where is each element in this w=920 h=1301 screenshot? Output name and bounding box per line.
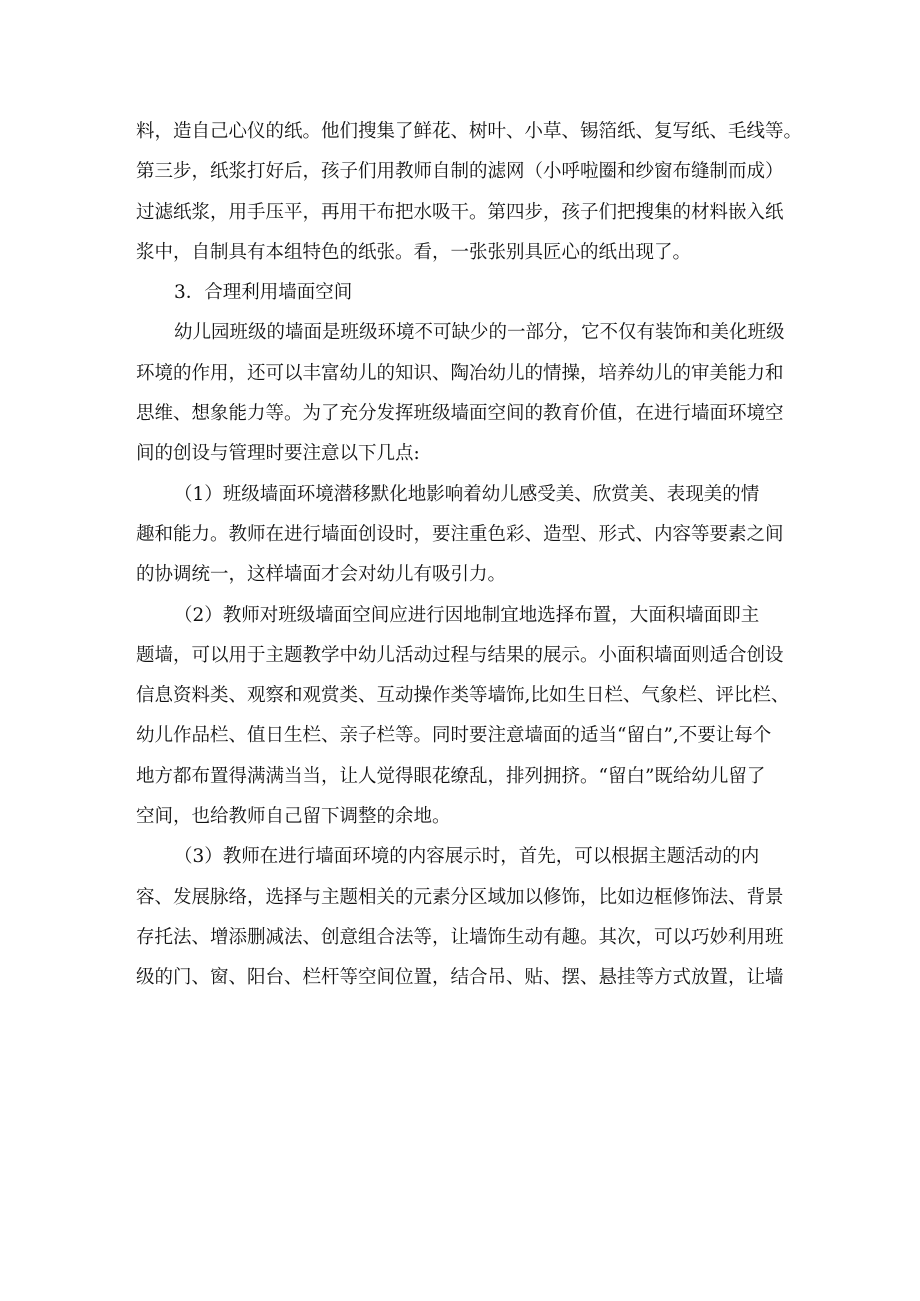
list-item-start: （2）教师对班级墙面空间应进行因地制宜地选择布置，大面积墙面即主 — [174, 604, 760, 626]
section-heading: 3．合理利用墙面空间 — [174, 282, 353, 304]
text-line: 级的门、窗、阳台、栏杆等空间位置，结合吊、贴、摆、悬挂等方式放置，让墙 — [136, 967, 784, 989]
text-line: 地方都布置得满满当当，让人觉得眼花缭乱，排列拥挤。“留白”既给幼儿留了 — [136, 765, 766, 787]
text-line: 容、发展脉络，选择与主题相关的元素分区域加以修饰，比如边框修饰法、背景 — [136, 886, 784, 908]
list-item-start: （3）教师在进行墙面环境的内容展示时，首先，可以根据主题活动的内 — [174, 846, 760, 868]
text-line: 间的创设与管理时要注意以下几点: — [136, 443, 420, 465]
text-line: 空间，也给教师自己留下调整的余地。 — [136, 806, 451, 828]
text-line: 存托法、增添删减法、创意组合法等，让墙饰生动有趣。其次，可以巧妙利用班 — [136, 926, 784, 948]
text-line: 题墙，可以用于主题教学中幼儿活动过程与结果的展示。小面积墙面则适合创设 — [136, 644, 784, 666]
text-line: 浆中，自制具有本组特色的纸张。看，一张张别具匠心的纸出现了。 — [136, 241, 692, 263]
text-line: 过滤纸浆，用手压平，再用干布把水吸干。第四步，孩子们把搜集的材料嵌入纸 — [136, 201, 784, 223]
text-line: 幼儿作品栏、值日生栏、亲子栏等。同时要注意墙面的适当“留白”,不要让每个 — [136, 725, 772, 747]
text-line: 第三步，纸浆打好后，孩子们用教师自制的滤网（小呼啦圈和纱窗布缝制而成） — [136, 161, 784, 183]
text-line: 环境的作用，还可以丰富幼儿的知识、陶冶幼儿的情操，培养幼儿的审美能力和 — [136, 362, 784, 384]
text-line: 料，造自己心仪的纸。他们搜集了鲜花、树叶、小草、锡箔纸、复写纸、毛线等。 — [136, 121, 803, 142]
list-item-start: （1）班级墙面环境潜移默化地影响着幼儿感受美、欣赏美、表现美的情 — [174, 483, 760, 505]
document-body — [136, 112, 803, 999]
text-line: 幼儿园班级的墙面是班级环境不可缺少的一部分，它不仅有装饰和美化班级 — [174, 322, 785, 344]
text-line: 信息资料类、观察和观赏类、互动操作类等墙饰,比如生日栏、气象栏、评比栏、 — [136, 685, 790, 707]
text-line: 趣和能力。教师在进行墙面创设时，要注重色彩、造型、形式、内容等要素之间 — [136, 523, 784, 545]
text-line: 思维、想象能力等。为了充分发挥班级墙面空间的教育价值，在进行墙面环境空 — [136, 403, 784, 425]
text-line: 的协调统一，这样墙面才会对幼儿有吸引力。 — [136, 564, 507, 586]
